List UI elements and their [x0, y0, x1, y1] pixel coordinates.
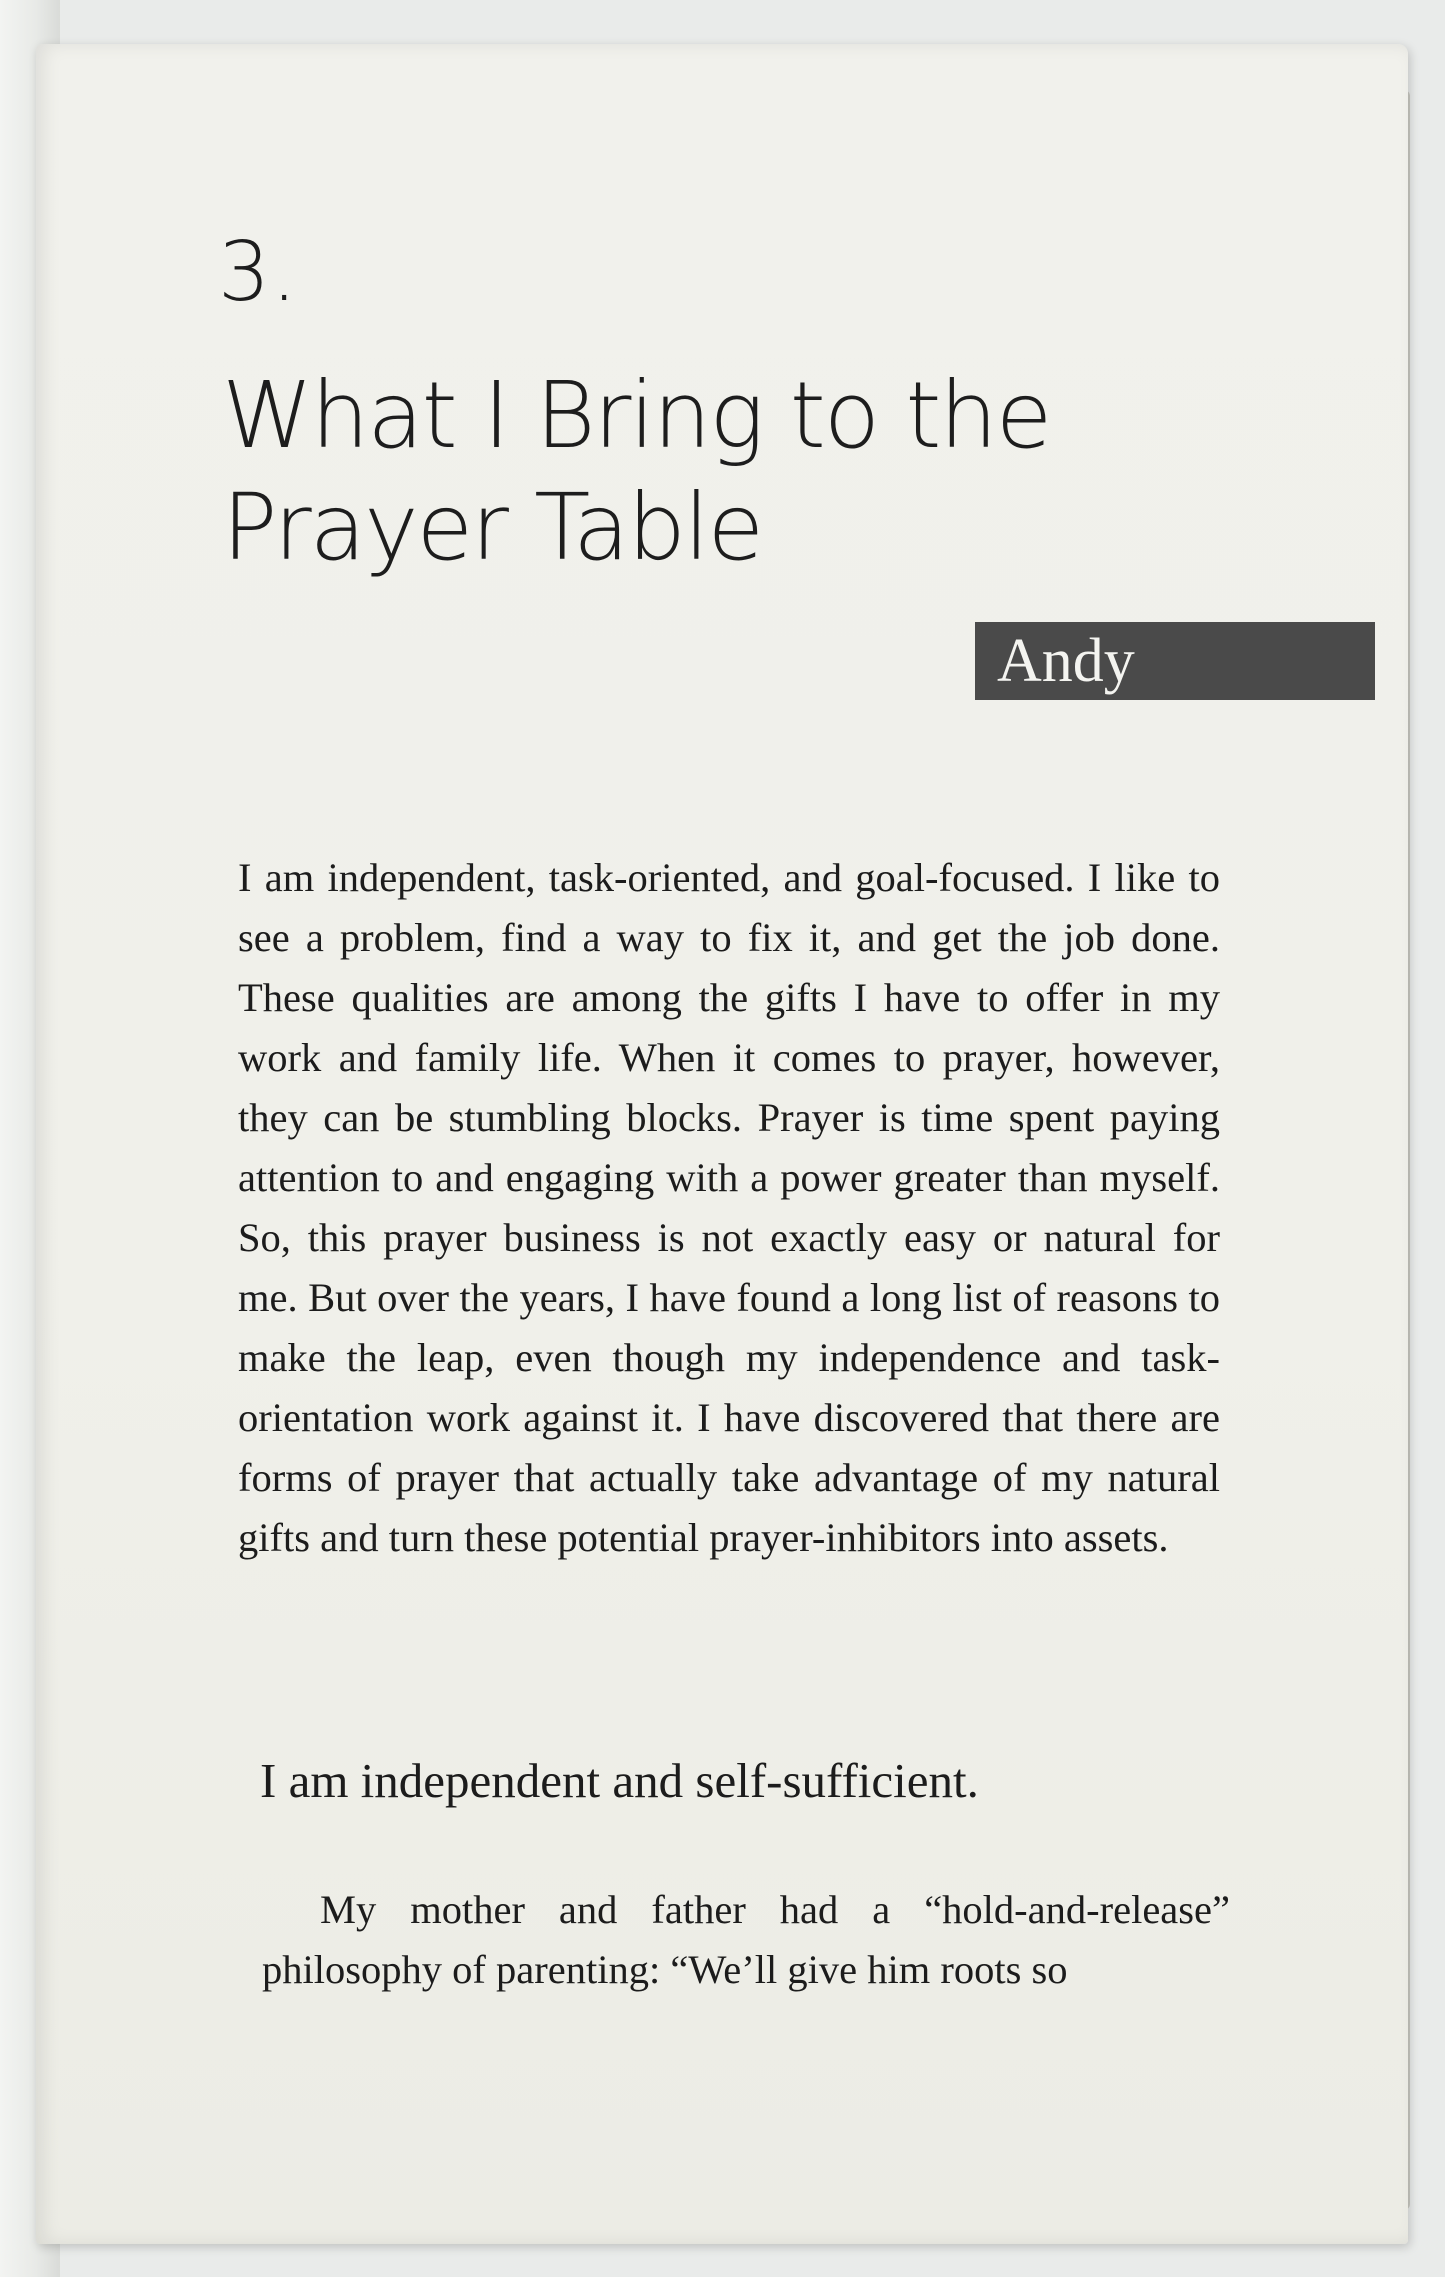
author-banner [975, 622, 1375, 700]
intro-paragraph: I am independent, task-oriented, and goal-focused. I like to see a problem, find a way to fix it, and get the job done. These qualities are among the gifts I have to offer in my work and family life. When it comes to prayer, however, they can be stumbling blocks. Prayer is time spent paying attention to and engaging with a power greater than myself. So, this prayer business is not exactly easy or natural for me. But over the years, I have found a long list of reasons to make the leap, even though my independence and task-orientation work against it. I have discovered that there are forms of prayer that actually take advantage of my natural gifts and turn these potential prayer-inhibitors into assets. [238, 855, 1220, 1560]
chapter-title-line-2: Prayer Table [222, 474, 763, 581]
chapter-title [222, 360, 1122, 584]
chapter-number: 3. [218, 225, 299, 320]
section-paragraph: My mother and father had a “hold-and-release” philosophy of parenting: “We’ll give him roots so [262, 1887, 1230, 1992]
chapter-title-line-1: What I Bring to the [222, 362, 1051, 469]
section-heading: I am independent and self-sufficient. [260, 1753, 979, 1808]
author-name: Andy [997, 627, 1135, 695]
